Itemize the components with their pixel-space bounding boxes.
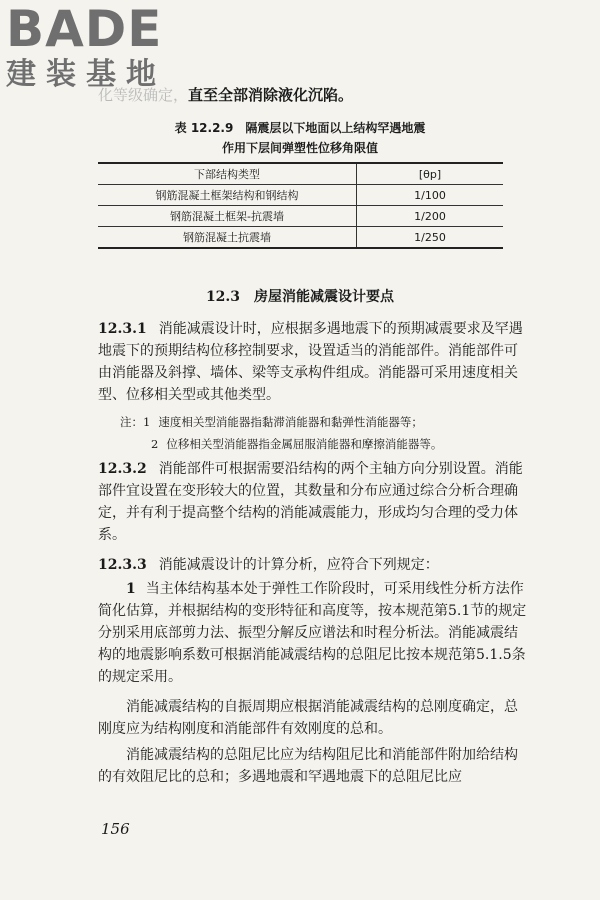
table-caption-line2: 作用下层间弹塑性位移角限值 [221, 141, 378, 155]
section-number: 12.3 [205, 289, 241, 305]
table-cell: 1/250 [357, 227, 504, 249]
continuation-line [98, 84, 353, 105]
table-cell: 钢筋混凝土框架结构和钢结构 [98, 185, 357, 206]
logo-subtitle: 建装基地 [6, 57, 166, 92]
note-label: 注：1 [120, 415, 151, 429]
table-cell: 1/100 [357, 185, 504, 206]
item-1 [98, 578, 528, 688]
clause-number: 12.3.1 [98, 321, 147, 337]
clause-text: 消能减震设计的计算分析，应符合下列规定： [158, 557, 439, 573]
section-title: 房屋消能减震设计要点 [254, 289, 395, 305]
clause-text: 消能减震设计时，应根据多遇地震下的预期减震要求及罕遇地震下的预期结构位移控制要求，设置适当的消能部件。消能部件可由消能器及斜撑、墙体、梁等支承构件组成。消能器可采用速度相关型、位移相关型或其他类型。 [98, 321, 523, 403]
paragraph-stiffness: 消能减震结构的自振周期应根据消能减震结构的总刚度确定，总刚度应为结构刚度和消能部件有效刚度的总和。 [98, 699, 518, 737]
clause-text: 消能部件可根据需要沿结构的两个主轴方向分别设置。消能部件宜设置在变形较大的位置，其数量和分布应通过综合分析合理确定，并有利于提高整个结构的消能减震能力，形成均匀合理的受力体系。 [98, 461, 523, 543]
table-caption-line1: 表 12.2.9 隔震层以下地面以上结构罕遇地震 [174, 121, 426, 135]
note-1 [120, 413, 520, 431]
clause-12-3-2 [98, 458, 528, 546]
table-row [98, 185, 503, 206]
note-2 [151, 435, 551, 453]
clause-12-3-3 [98, 554, 528, 576]
table-row [98, 227, 503, 249]
note-text: 位移相关型消能器指金属屈服消能器和摩擦消能器等。 [166, 437, 443, 451]
page-number: 156 [101, 820, 130, 838]
paragraph-damping: 消能减震结构的总阻尼比应为结构阻尼比和消能部件附加给结构的有效阻尼比的总和；多遇地震和罕遇地震下的总阻尼比应 [98, 747, 518, 785]
drift-limit-table [98, 162, 503, 249]
table-cell: 1/200 [357, 206, 504, 227]
item-number: 1 [126, 581, 136, 597]
table-header-cell: [θp] [357, 163, 504, 185]
note-label: 2 [151, 437, 159, 451]
note-text: 速度相关型消能器指黏滞消能器和黏弹性消能器等； [158, 415, 423, 429]
clause-12-3-1 [98, 318, 528, 406]
table-cell: 钢筋混凝土抗震墙 [98, 227, 357, 249]
section-heading [0, 286, 600, 306]
clause-number: 12.3.2 [98, 461, 147, 477]
table-row [98, 206, 503, 227]
watermark-logo [6, 2, 166, 92]
continuation-faint: 化等级确定， [98, 86, 189, 104]
continuation-text: 直至全部消除液化沉陷。 [188, 86, 354, 104]
table-header-cell: 下部结构类型 [98, 163, 357, 185]
table-cell: 钢筋混凝土框架-抗震墙 [98, 206, 357, 227]
logo-brand: BADE [6, 0, 163, 58]
clause-number: 12.3.3 [98, 557, 147, 573]
table-header-row [98, 163, 503, 185]
item-text: 当主体结构基本处于弹性工作阶段时，可采用线性分析方法作简化估算，并根据结构的变形特征和高度等，按本规范第5.1节的规定分别采用底部剪力法、振型分解反应谱法和时程分析法。消能减震结构的地震影响系数可根据消能减震结构的总阻尼比按本规范第5.1.5条的规定采用。 [98, 581, 527, 685]
